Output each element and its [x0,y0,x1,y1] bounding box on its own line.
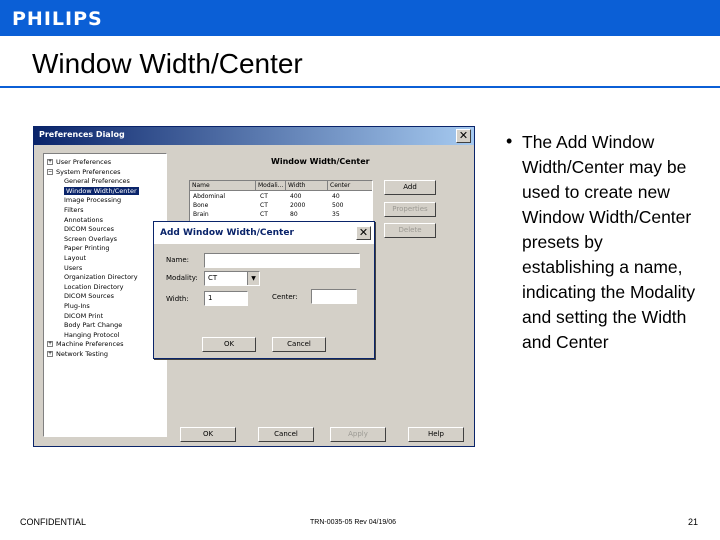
table-cell[interactable]: Brain [193,211,209,218]
tree-item[interactable]: Plug-Ins [64,302,90,310]
footer-confidential: CONFIDENTIAL [20,517,87,527]
column-header-width[interactable]: Width [286,181,328,191]
tree-item[interactable]: Machine Preferences [56,340,124,349]
apply-button[interactable]: Apply [330,427,386,442]
brand-bar [0,0,720,36]
modality-select[interactable] [204,271,260,286]
table-cell[interactable]: Abdominal [193,193,226,200]
column-header-modality[interactable]: Modali... [256,181,286,191]
close-icon[interactable]: ✕ [456,129,471,143]
preferences-titlebar[interactable] [34,127,474,145]
add-dialog-title: Add Window Width/Center [160,228,294,238]
add-button[interactable]: Add [384,180,436,195]
table-cell[interactable]: CT [260,193,268,200]
column-header-center[interactable]: Center [328,181,373,191]
ok-button[interactable]: OK [202,337,256,352]
tree-item[interactable]: Window Width/Center [66,186,137,195]
name-label: Name: [166,256,190,264]
tree-item[interactable]: Image Processing [64,196,122,205]
slide-title: Window Width/Center [32,48,303,79]
table-cell[interactable]: 40 [332,193,340,200]
tree-item[interactable]: Filters [64,206,84,214]
tree-item[interactable]: User Preferences [56,158,112,166]
bullet-text: The Add Window Width/Center may be used to create new Window Width/Center presets by establishing a name, indicating the Modality and setting the Width and Center [522,132,696,352]
cancel-button[interactable]: Cancel [258,427,314,442]
add-dialog-titlebar[interactable] [154,222,374,244]
panel-heading: Window Width/Center [271,157,370,166]
width-field[interactable]: 1 [204,291,248,306]
tree-item[interactable]: Annotations [64,215,104,224]
column-header-name[interactable]: Name [190,181,256,191]
chevron-down-icon[interactable]: ▼ [247,272,259,285]
footer-document-id: TRN-0035-05 Rev 04/19/06 [310,519,396,526]
table-cell[interactable]: 2000 [290,202,306,209]
modality-value: CT [208,274,218,282]
tree-item[interactable]: Hanging Protocol [64,330,120,339]
tree-item[interactable]: Users [64,263,83,272]
tree-expander-icon[interactable]: + [48,340,52,348]
tree-item[interactable]: DICOM Sources [64,225,114,234]
tree-item[interactable]: General Preferences [64,177,130,186]
add-window-width-center-dialog [153,221,375,359]
tree-item[interactable]: Paper Printing [64,244,110,253]
tree-item[interactable]: Location Directory [64,282,124,291]
tree-item[interactable]: DICOM Print [64,311,104,320]
table-cell[interactable]: 35 [332,211,340,218]
center-label: Center: [272,293,298,301]
table-cell[interactable]: CT [260,202,268,209]
tree-item[interactable]: Organization Directory [64,273,138,282]
tree-item[interactable]: Network Testing [56,350,109,358]
page-number: 21 [688,517,699,527]
cancel-button[interactable]: Cancel [272,337,326,352]
properties-button[interactable]: Properties [384,202,436,217]
center-field[interactable] [311,289,357,304]
tree-expander-icon[interactable]: − [48,167,52,175]
delete-button[interactable]: Delete [384,223,436,238]
table-cell[interactable]: 400 [290,193,302,200]
tree-expander-icon[interactable]: + [48,158,52,165]
tree-item[interactable]: Screen Overlays [64,234,118,243]
table-cell[interactable]: CT [260,211,268,218]
tree-item[interactable]: Body Part Change [64,321,123,330]
name-field[interactable] [204,253,360,268]
width-label: Width: [166,295,189,303]
philips-logo: PHILIPS [12,8,103,30]
table-cell[interactable]: 500 [332,202,344,209]
help-button[interactable]: Help [408,427,464,442]
preferences-dialog-title: Preferences Dialog [39,130,125,139]
preferences-tree[interactable] [43,153,167,437]
modality-label: Modality: [166,274,198,282]
table-cell[interactable]: Bone [193,202,209,209]
tree-item[interactable]: System Preferences [56,167,121,176]
bullet-point: • [506,131,513,151]
tree-expander-icon[interactable]: + [48,350,52,357]
title-divider [0,86,720,88]
tree-item[interactable]: DICOM Sources [64,292,114,301]
ok-button[interactable]: OK [180,427,236,442]
table-cell[interactable]: 80 [290,211,298,218]
close-icon[interactable]: ✕ [356,226,371,240]
tree-item[interactable]: Layout [64,254,87,262]
